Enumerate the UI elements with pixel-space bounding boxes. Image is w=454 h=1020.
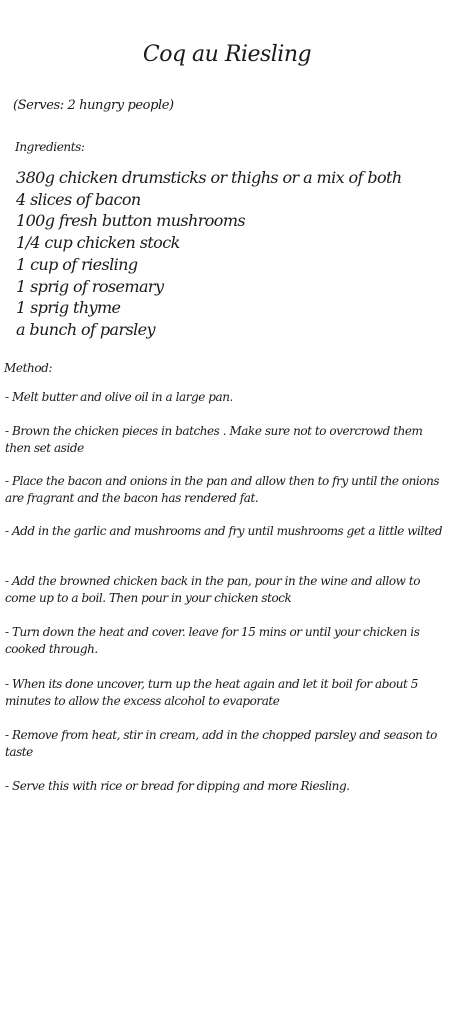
ingredient-item: 1 sprig thyme bbox=[16, 298, 121, 318]
method-step: - Melt butter and olive oil in a large pan. bbox=[5, 390, 233, 404]
method-step: - Turn down the heat and cover. leave for 15 mins or until your chicken is cooked through. bbox=[5, 625, 420, 656]
ingredient-item: 4 slices of bacon bbox=[16, 189, 141, 209]
method-heading: Method: bbox=[4, 361, 53, 375]
method-step: - Serve this with rice or bread for dipping and more Riesling. bbox=[5, 779, 350, 793]
ingredient-item: 1 sprig of rosemary bbox=[16, 276, 164, 296]
ingredient-item: 380g chicken drumsticks or thighs or a mix of both bbox=[16, 168, 402, 187]
ingredient-item: 1 cup of riesling bbox=[16, 254, 138, 274]
method-step: - Add the browned chicken back in the pan, pour in the wine and allow to come up to a boil. Then pour in your chicken stock bbox=[5, 574, 420, 605]
ingredient-item: 100g fresh button mushrooms bbox=[16, 211, 246, 231]
ingredients-heading: Ingredients: bbox=[15, 140, 85, 154]
method-step: - Brown the chicken pieces in batches . Make sure not to overcrowd them then set aside bbox=[5, 424, 423, 455]
method-step: - Remove from heat, stir in cream, add in the chopped parsley and season to taste bbox=[5, 728, 437, 759]
ingredient-item: a bunch of parsley bbox=[16, 319, 155, 339]
ingredient-item: 1/4 cup chicken stock bbox=[16, 233, 180, 253]
method-step: - When its done uncover, turn up the heat again and let it boil for about 5 minutes to allow the excess alcohol to evaporate bbox=[5, 677, 418, 708]
method-step: - Add in the garlic and mushrooms and fry until mushrooms get a little wilted bbox=[5, 524, 443, 538]
ingredients-list bbox=[16, 167, 402, 341]
serves-note: (Serves: 2 hungry people) bbox=[13, 98, 174, 113]
recipe-title: Coq au Riesling bbox=[142, 42, 312, 67]
method-step: - Place the bacon and onions in the pan and allow then to fry until the onions are fragrant and the bacon has rendered fat. bbox=[5, 474, 440, 505]
